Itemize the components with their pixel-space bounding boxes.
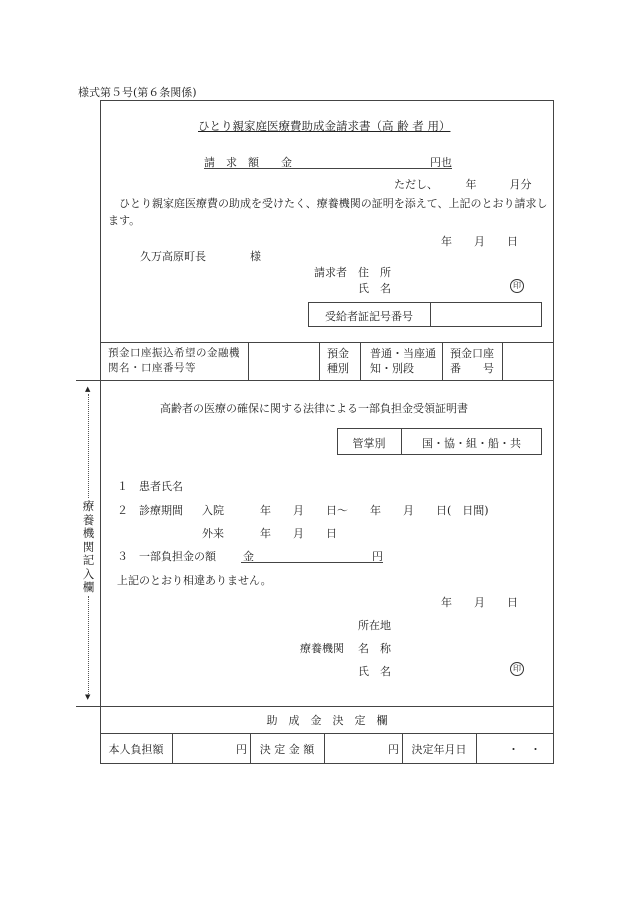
request-date: 年 月 日 [441,235,518,248]
request-body: ひとり親家庭医療費の助成を受けたく、療養機関の証明を添えて、上記のとおり請求します。 [108,197,548,227]
decision-amount-yen: 円 [388,743,399,756]
bank-col-line-4 [442,342,443,380]
decision-col-line-5 [476,733,477,763]
patient-name-field[interactable] [200,476,400,492]
proviso-text: ただし、 年 月分 [394,178,532,191]
copay-amount-field[interactable] [258,546,368,561]
addressee: 久万高原町長 様 [140,250,261,263]
inpatient-dates[interactable]: 年 月 日～ 年 月 日( 日間) [260,504,489,517]
claim-amount-yen: 円也 [430,156,452,169]
copay-amount-underline [241,562,383,563]
address-label: 住 所 [358,266,391,279]
item1-patient-name: １ 患者氏名 [117,480,183,493]
jurisdiction-options[interactable]: 国・協・組・船・共 [422,437,521,450]
frame-left-line [100,100,101,764]
decision-bottom-line [100,763,554,764]
self-pay-yen: 円 [236,743,247,756]
decision-col-line-1 [172,733,173,763]
bank-row-top-line [100,342,554,343]
account-number-label: 預金口座番 号 [450,347,494,375]
location-field[interactable] [400,615,540,631]
side-dotted-line-top [88,394,89,498]
bank-col-line-2 [319,342,320,380]
facility-name-field[interactable] [400,638,540,654]
inpatient-label: 入院 [202,504,224,517]
claimant-label: 請求者 [314,266,347,279]
copay-amount-prefix: 金 [243,550,254,563]
form-label: 様式第５号(第６条関係) [78,86,197,99]
frame-right-line [553,100,554,764]
item3-copay-label: ３ 一部負担金の額 [117,550,216,563]
self-pay-field[interactable] [176,736,232,760]
outpatient-dates[interactable]: 年 月 日 [260,527,337,540]
outpatient-label: 外来 [202,527,224,540]
side-dotted-line-bottom [88,596,89,694]
doctor-name-label: 氏 名 [358,665,391,678]
bank-name-field[interactable] [250,344,316,378]
seal-icon: 印 [510,279,524,293]
confirm-text: 上記のとおり相違ありません。 [117,574,272,587]
recipient-number-field[interactable] [432,304,540,325]
decision-amount-label: 決 定 金 額 [259,743,315,756]
side-label: 療養機関記入欄 [82,499,95,594]
decision-amount-field[interactable] [328,736,382,760]
arrow-down-icon: ▼ [85,693,91,701]
self-pay-label: 本人負担額 [108,743,164,756]
arrow-up-icon: ▲ [85,385,91,393]
claim-amount-underline [204,168,452,169]
doctor-name-field[interactable] [400,661,500,677]
decision-divider-line [76,706,554,707]
bank-col-line-5 [502,342,503,380]
certificate-title: 高齢者の医療の確保に関する法律による一部負担金受領証明書 [160,402,468,415]
location-label: 所在地 [358,619,391,632]
section-divider-line [76,380,554,381]
frame-top-line [100,100,554,101]
deposit-type-options[interactable]: 普通・当座通知・別段 [370,347,436,375]
claim-amount-field[interactable] [300,152,420,166]
decision-date-label: 決定年月日 [411,743,467,756]
recipient-number-divider [430,302,431,327]
deposit-type-label: 預金種別 [327,347,349,375]
jurisdiction-label: 管掌別 [352,437,386,450]
recipient-number-label: 受給者証記号番号 [325,310,413,323]
item2-period-label: ２ 診療期間 [117,504,183,517]
account-number-field[interactable] [504,344,552,378]
facility-label: 療養機関 [300,642,344,655]
copay-amount-yen: 円 [372,550,383,563]
bank-col-line-3 [360,342,361,380]
decision-col-line-3 [324,733,325,763]
address-field[interactable] [400,262,540,278]
form-title: ひとり親家庭医療費助成金請求書（高 齢 者 用） [198,119,451,133]
name-label: 氏 名 [358,282,391,295]
certificate-date: 年 月 日 [441,596,518,609]
name-field[interactable] [400,278,500,294]
decision-row-line [100,733,554,734]
decision-date-field[interactable]: ・ ・ [508,743,541,756]
bank-col-line-1 [248,342,249,380]
decision-title: 助 成 金 決 定 欄 [266,714,388,727]
claim-amount-label: 請 求 額 金 [204,156,292,169]
certificate-seal-icon: 印 [510,662,524,676]
facility-name-label: 名 称 [358,642,391,655]
bank-label: 預金口座振込希望の金融機関名・口座番号等 [108,347,240,374]
